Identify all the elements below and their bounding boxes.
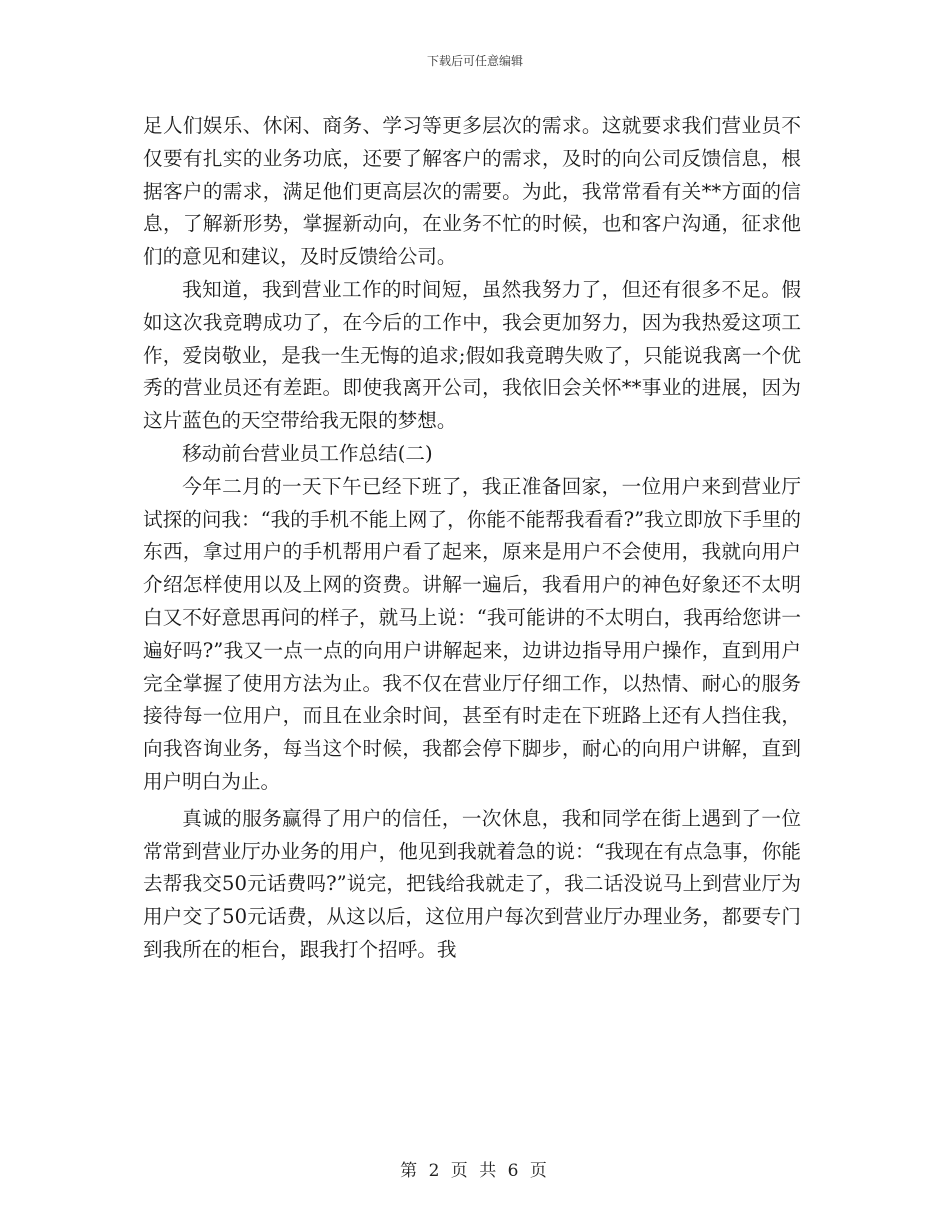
section-heading: 移动前台营业员工作总结(二) — [182, 441, 433, 465]
page-header: 下载后可任意编辑 — [426, 54, 523, 68]
paragraph-story-one: 今年二月的一天下午已经下班了，我正准备回家，一位用户来到营业厅试探的问我：“我的手机不能上网了，你能不能帮我看看?”我立即放下手里的东西，拿过用户的手机帮用户看了起来，原来是用户不会使用，我就向用户介绍怎样使用以及上网的资费。讲解一遍后，我看用户的神色好象还不太明白又不好意思再问的样子，就马上说：“我可能讲的不太明白，我再给您讲一遍好吗?”我又一点一点的向用户讲解起来，边讲边指导用户操作，直到用户完全掌握了使用方法为止。我不仅在营业厅仔细工作，以热情、耐心的服务接待每一位用户，而且在业余时间，甚至有时走在下班路上还有人挡住我，向我咨询业务，每当这个时候，我都会停下脚步，耐心的向用户讲解，直到用户明白为止。 — [143, 474, 801, 793]
page-number-footer: 第 2 页 共 6 页 — [400, 1161, 550, 1181]
paragraph-self-reflection: 我知道，我到营业工作的时间短，虽然我努力了，但还有很多不足。假如这次我竞聘成功了，在今后的工作中，我会更加努力，因为我热爱这项工作，爱岗敬业，是我一生无悔的追求;假如我竟聘失败了，只能说我离一个优秀的营业员还有差距。即使我离开公司，我依旧会关怀**事业的进展，因为这片蓝色的天空带给我无限的梦想。 — [143, 277, 801, 433]
document-body — [143, 110, 801, 967]
paragraph-continuation: 足人们娱乐、休闲、商务、学习等更多层次的需求。这就要求我们营业员不仅要有扎实的业务功底，还要了解客户的需求，及时的向公司反馈信息，根据客户的需求，满足他们更高层次的需要。为此，我常常看有关**方面的信息，了解新形势，掌握新动向，在业务不忙的时候，也和客户沟通，征求他们的意见和建议，及时反馈给公司。 — [143, 114, 801, 269]
paragraph-story-two: 真诚的服务赢得了用户的信任，一次休息，我和同学在街上遇到了一位常常到营业厅办业务的用户，他见到我就着急的说：“我现在有点急事，你能去帮我交50元话费吗?”说完，把钱给我就走了，我二话没说马上到营业厅为用户交了50元话费，从这以后，这位用户每次到营业厅办理业务，都要专门到我所在的柜台，跟我打个招呼。我 — [143, 806, 801, 961]
